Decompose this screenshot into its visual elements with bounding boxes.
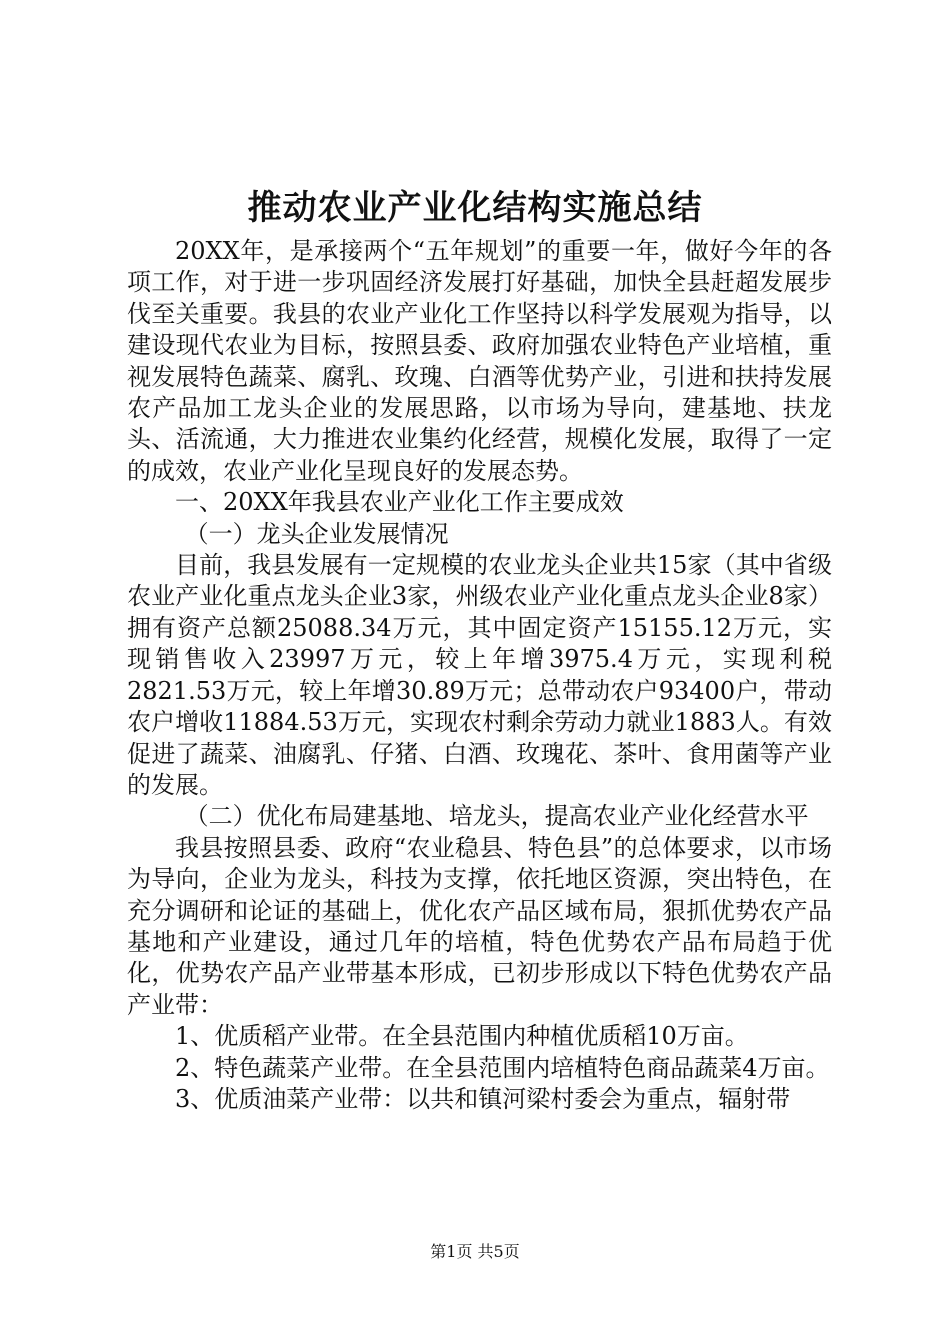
enterprise-paragraph: 目前，我县发展有一定规模的农业龙头企业共15家（其中省级农业产业化重点龙头企业3家，州级农业产业化重点龙头企业8家）拥有资产总额25088.34万元，其中固定资产15155.12万元，实现销售收入23997万元，较上年增3975.4万元，实现利税2821.53万元，较上年增30.89万元；总带动农户93400户，带动农户增收11884.53万元，实现农村剩余劳动力就业1883人。有效促进了蔬菜、油腐乳、仔猪、白酒、玫瑰花、茶叶、食用菌等产业的发展。 [127, 551, 832, 799]
list-item-rapeseed: 3、优质油菜产业带：以共和镇河梁村委会为重点，辐射带 [175, 1084, 791, 1113]
subsection-heading-2: （二）优化布局建基地、培龙头，提高农业产业化经营水平 [184, 802, 809, 831]
intro-paragraph: 20XX年，是承接两个“五年规划”的重要一年，做好今年的各项工作，对于进一步巩固经济发展打好基础，加快全县赶超发展步伐至关重要。我县的农业产业化工作坚持以科学发展观为指导，以建设现代农业为目标，按照县委、政府加强农业特色产业培植，重视发展特色蔬菜、腐乳、玫瑰、白酒等优势产业，引进和扶持发展农产品加工龙头企业的发展思路，以市场为导向，建基地、扶龙头、活流通，大力推进农业集约化经营，规模化发展，取得了一定的成效，农业产业化呈现良好的发展态势。 [127, 237, 832, 485]
layout-paragraph: 我县按照县委、政府“农业稳县、特色县”的总体要求，以市场为导向，企业为龙头，科技为支撑，依托地区资源，突出特色，在充分调研和论证的基础上，优化农产品区域布局，狠抓优势农产品基地和产业建设，通过几年的培植，特色优势农产品布局趋于优化，优势农产品产业带基本形成，已初步形成以下特色优势农产品产业带： [127, 833, 832, 1019]
list-item-vegetables: 2、特色蔬菜产业带。在全县范围内培植特色商品蔬菜4万亩。 [175, 1053, 830, 1082]
document-body [127, 236, 832, 1115]
subsection-heading-1: （一）龙头企业发展情况 [184, 519, 449, 548]
section-heading-1: 一、20XX年我县农业产业化工作主要成效 [175, 488, 624, 517]
document-title: 推动农业产业化结构实施总结 [247, 188, 703, 228]
page-footer: 第1页 共5页 [430, 1242, 520, 1261]
list-item-rice: 1、优质稻产业带。在全县范围内种植优质稻10万亩。 [175, 1022, 749, 1051]
